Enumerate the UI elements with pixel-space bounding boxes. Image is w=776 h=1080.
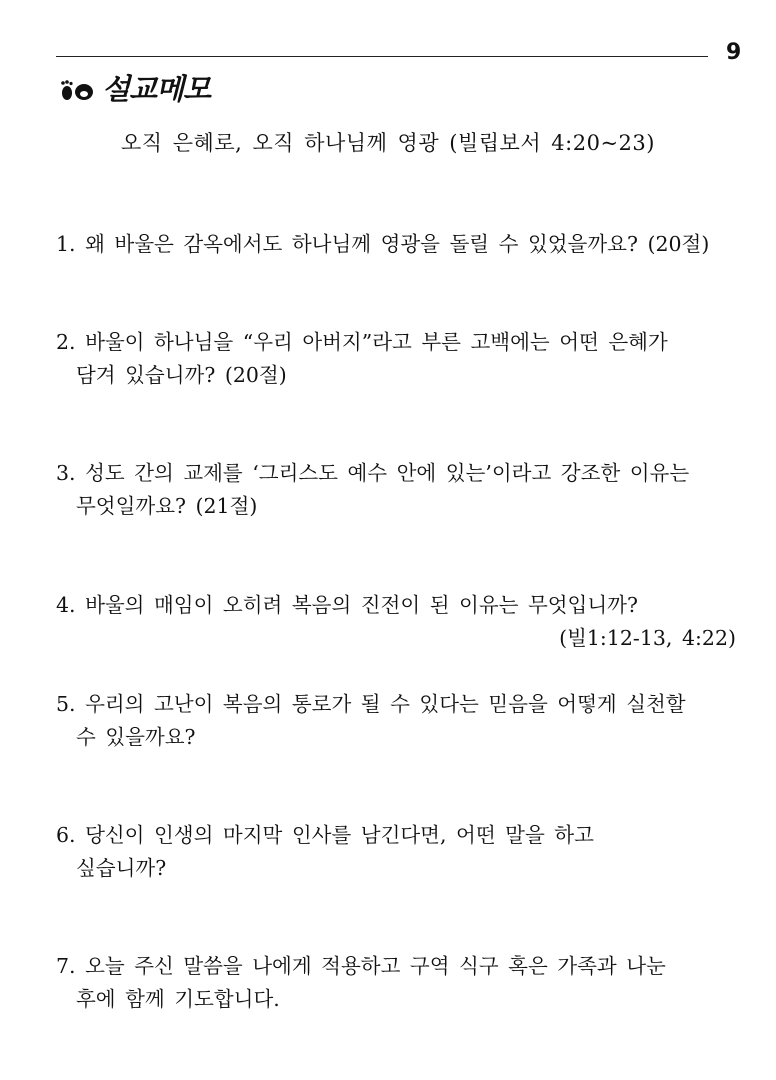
question-2-line-2: 담겨 있습니까? (20절) [76,363,287,387]
question-1 [56,228,734,261]
question-4-reference: (빌1:12-13, 4:22) [559,626,736,650]
question-3-line-1: 3. 성도 간의 교제를 ‘그리스도 예수 안에 있는’이라고 강조한 이유는 [56,461,690,485]
question-4 [56,589,734,655]
question-7 [56,950,734,1016]
memo-header [58,71,211,106]
question-5-line-2: 수 있을까요? [76,725,196,749]
question-3 [56,457,734,523]
feet-icon [58,74,98,104]
question-2-line-1: 2. 바울이 하나님을 “우리 아버지”라고 부른 고백에는 어떤 은혜가 [56,330,668,354]
top-divider [56,56,708,57]
question-7-line-1: 7. 오늘 주신 말씀을 나에게 적용하고 구역 식구 혹은 가족과 나눈 [56,954,666,978]
question-2 [56,326,734,392]
question-7-line-2: 후에 함께 기도합니다. [76,987,280,1011]
question-5 [56,688,734,754]
page-number: 9 [726,40,742,65]
question-5-line-1: 5. 우리의 고난이 복음의 통로가 될 수 있다는 믿음을 어떻게 실천할 [56,692,686,716]
question-6 [56,819,734,885]
sermon-title: 오직 은혜로, 오직 하나님께 영광 (빌립보서 4:20~23) [121,131,655,155]
question-4-line-1: 4. 바울의 매임이 오히려 복음의 진전이 된 이유는 무엇입니까? [56,593,638,617]
question-6-line-1: 6. 당신이 인생의 마지막 인사를 남긴다면, 어떤 말을 하고 [56,823,594,847]
question-6-line-2: 싶습니까? [76,856,167,880]
question-3-line-2: 무엇일까요? (21절) [76,494,258,518]
question-1-line-1: 1. 왜 바울은 감옥에서도 하나님께 영광을 돌릴 수 있었을까요? (20절) [56,232,710,256]
memo-title: 설교메모 [102,71,211,106]
